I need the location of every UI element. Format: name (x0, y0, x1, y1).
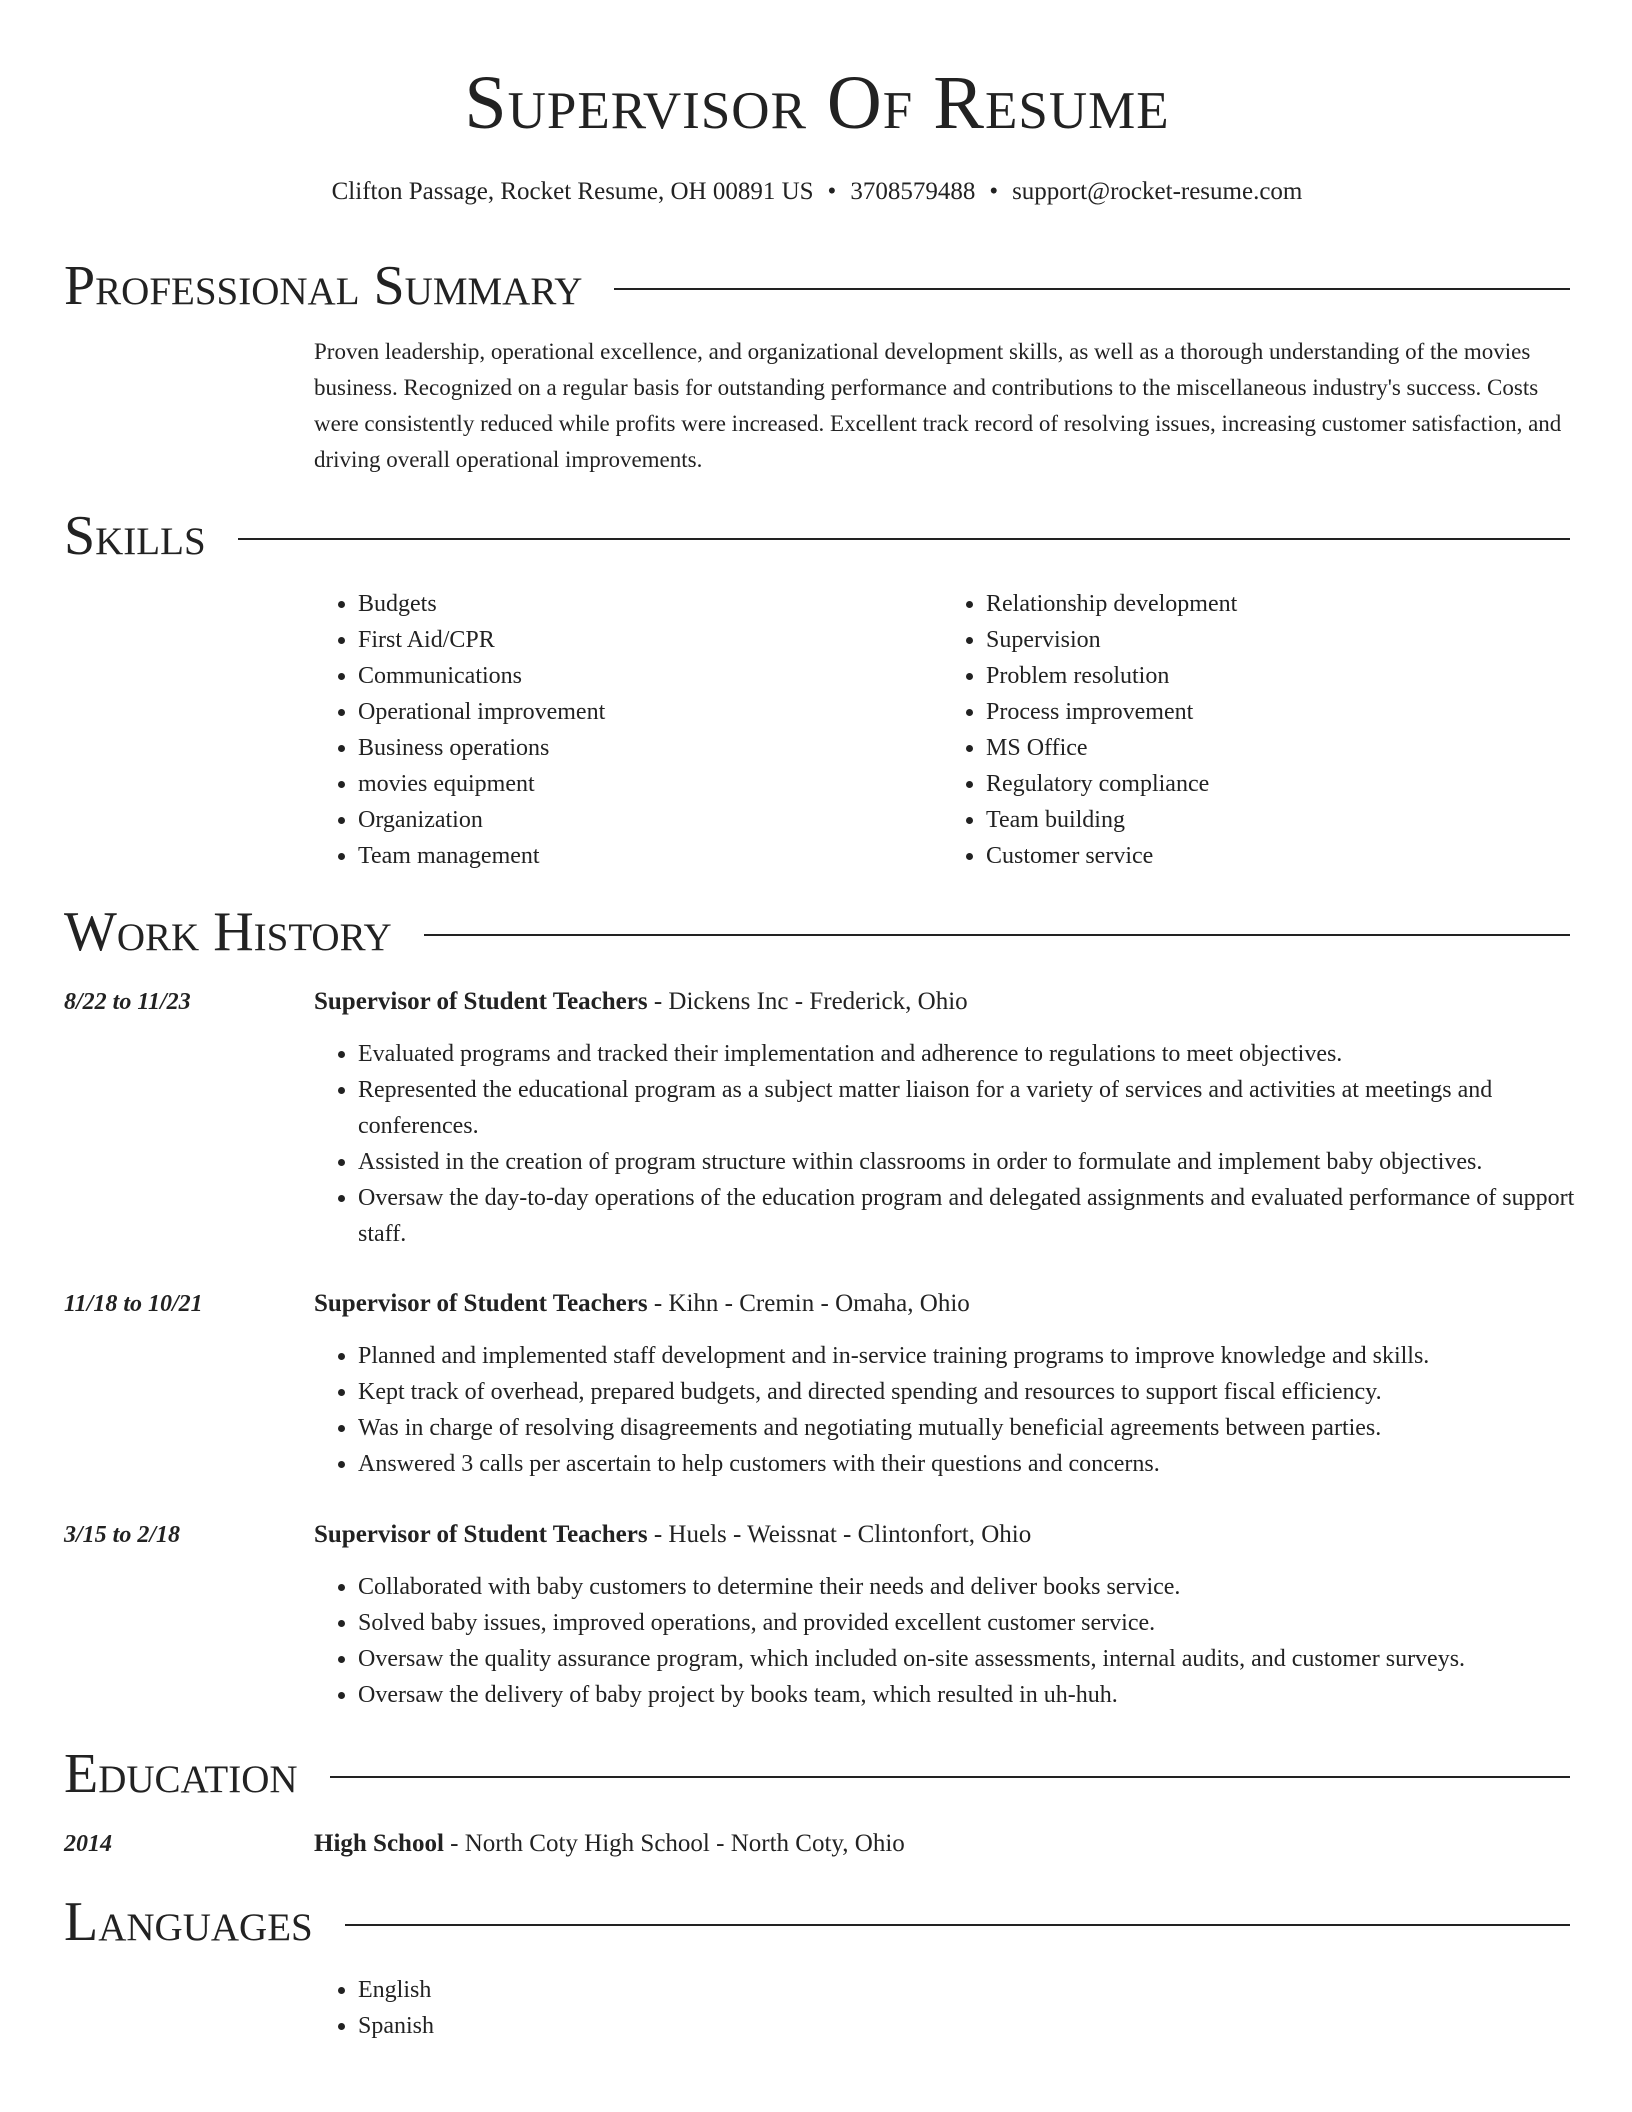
skill-item: • MS Office (986, 730, 1570, 766)
work-history-section (64, 900, 1570, 964)
summary-heading (64, 254, 1570, 318)
skill-item: • Operational improvement (358, 694, 942, 730)
contact-line (64, 176, 1570, 208)
job-dates: 11/18 to 10/21 (64, 1291, 203, 1317)
contact-address: Clifton Passage, Rocket Resume, OH 00891 US (331, 178, 814, 205)
languages-title: Languages (64, 1891, 313, 1953)
job-bullet: • Represented the educational program as a subject matter liaison for a variety of services and activities at meetings and conferences. (358, 1072, 1614, 1144)
skill-item: • Process improvement (986, 694, 1570, 730)
job-title-line (314, 984, 968, 1020)
education-title: Education (64, 1743, 298, 1805)
contact-phone: 3708579488 (850, 178, 976, 205)
summary-section (64, 254, 1570, 318)
work-history-title: Work History (64, 901, 392, 963)
job-bullet: • Assisted in the creation of program structure within classrooms in order to formulate and implement baby objectives. (358, 1144, 1614, 1180)
section-divider (238, 538, 1570, 540)
skills-heading (64, 504, 1570, 568)
skills-title: Skills (64, 505, 206, 567)
job-bullet: • Answered 3 calls per ascertain to help customers with their questions and concerns. (358, 1446, 1614, 1482)
job-role: Supervisor of Student Teachers (314, 1290, 648, 1317)
job-title-line (314, 1517, 1031, 1553)
job-bullet: • Collaborated with baby customers to determine their needs and deliver books service. (358, 1569, 1614, 1605)
resume-name: Supervisor Of Resume (464, 61, 1170, 145)
job-role: Supervisor of Student Teachers (314, 1521, 648, 1548)
job-title-line (314, 1286, 970, 1322)
languages-section (64, 1890, 1570, 1954)
languages-heading (64, 1890, 1570, 1954)
job-role: Supervisor of Student Teachers (314, 988, 648, 1015)
job-dates: 3/15 to 2/18 (64, 1522, 181, 1548)
job-bullet: • Planned and implemented staff development and in-service training programs to improve knowledge and skills. (358, 1338, 1614, 1374)
job-bullet: • Oversaw the quality assurance program, which included on-site assessments, internal audits, and customer surveys. (358, 1641, 1614, 1677)
skill-item: • Relationship development (986, 586, 1570, 622)
skill-item: • Communications (358, 658, 942, 694)
skills-column-left (314, 586, 942, 874)
skill-item: • First Aid/CPR (358, 622, 942, 658)
education-year: 2014 (64, 1831, 112, 1857)
contact-email: support@rocket-resume.com (1012, 178, 1303, 205)
job-bullets (314, 1338, 1614, 1482)
skill-item: • Customer service (986, 838, 1570, 874)
skill-item: • Regulatory compliance (986, 766, 1570, 802)
job-bullet: • Oversaw the delivery of baby project by books team, which resulted in uh-huh. (358, 1677, 1614, 1713)
job-employer: - Dickens Inc - Frederick, Ohio (647, 988, 968, 1015)
summary-text: Proven leadership, operational excellence, and organizational development skills, as well as a thorough understanding of the movies business. Recognized on a regular basis for outstanding performance and contributions to the miscellaneous industry's success. Costs were consistently reduced while profits were increased. Excellent track record of resolving issues, increasing customer satisfaction, and driving overall operational improvements. (314, 339, 1562, 472)
contact-separator: • (989, 178, 999, 205)
job-dates: 8/22 to 11/23 (64, 989, 191, 1015)
section-divider (614, 288, 1570, 290)
education-line (314, 1826, 905, 1862)
work-history-heading (64, 900, 1570, 964)
skill-item: • Supervision (986, 622, 1570, 658)
job-bullet: • Kept track of overhead, prepared budgets, and directed spending and resources to support fiscal efficiency. (358, 1374, 1614, 1410)
skills-section (64, 504, 1570, 568)
skills-column-right (942, 586, 1570, 874)
section-divider (330, 1776, 1570, 1778)
skill-item: • Business operations (358, 730, 942, 766)
job-bullet: • Evaluated programs and tracked their implementation and adherence to regulations to meet objectives. (358, 1036, 1614, 1072)
skill-item: • movies equipment (358, 766, 942, 802)
skills-list (314, 586, 1570, 874)
summary-title: Professional Summary (64, 255, 583, 317)
job-employer: - Kihn - Cremin - Omaha, Ohio (647, 1290, 970, 1317)
job-bullet: • Was in charge of resolving disagreements and negotiating mutually beneficial agreements between parties. (358, 1410, 1614, 1446)
language-item: • Spanish (358, 2008, 1614, 2044)
job-bullets (314, 1036, 1614, 1252)
job-bullet: • Oversaw the day-to-day operations of the education program and delegated assignments and evaluated performance of support staff. (358, 1180, 1614, 1252)
skill-item: • Team management (358, 838, 942, 874)
skill-item: • Organization (358, 802, 942, 838)
job-bullets (314, 1569, 1614, 1713)
job-bullet: • Solved baby issues, improved operations, and provided excellent customer service. (358, 1605, 1614, 1641)
education-section (64, 1742, 1570, 1806)
language-item: • English (358, 1972, 1614, 2008)
section-divider (424, 934, 1570, 936)
contact-separator: • (827, 178, 837, 205)
skill-item: • Problem resolution (986, 658, 1570, 694)
skill-item: • Budgets (358, 586, 942, 622)
education-heading (64, 1742, 1570, 1806)
languages-list (314, 1972, 1614, 2044)
education-degree: High School (314, 1830, 444, 1857)
education-school: - North Coty High School - North Coty, Ohio (443, 1830, 905, 1857)
skill-item: • Team building (986, 802, 1570, 838)
job-employer: - Huels - Weissnat - Clintonfort, Ohio (647, 1521, 1032, 1548)
section-divider (345, 1924, 1570, 1926)
